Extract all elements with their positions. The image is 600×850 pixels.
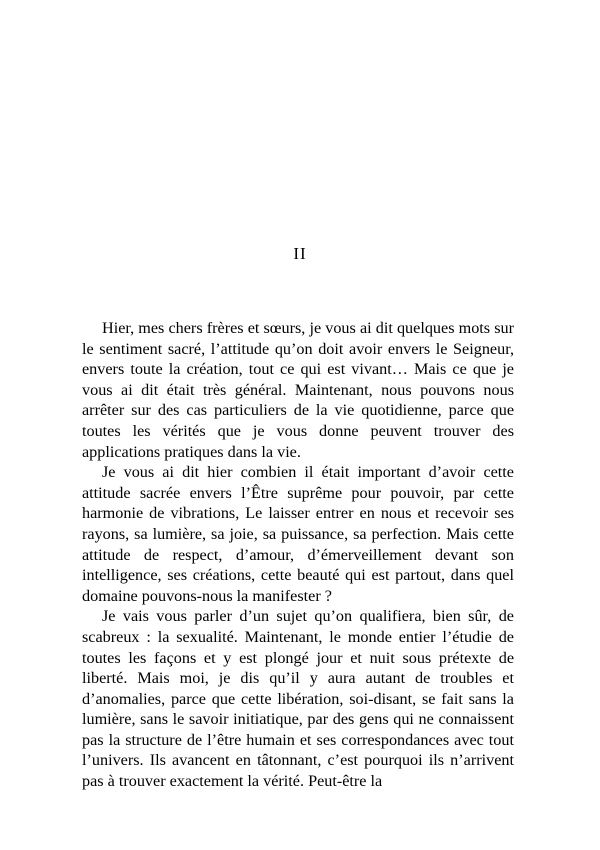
paragraph-1: Hier, mes chers frères et sœurs, je vous ai dit quelques mots sur le sentiment sacré, l’attitude qu’on doit avoir envers le Seigneur, envers toute la création, tout ce qui est vivant… Mais ce que je vous ai dit était très général. Maintenant, nous pouvons nous arrêter sur des cas particuliers de la vie quotidienne, parce que toutes les vérités que je vous donne peuvent trouver des applications pratiques dans la vie. — [82, 319, 514, 461]
paragraph-3: Je vais vous parler d’un sujet qu’on qualifiera, bien sûr, de scabreux : la sexualité. Maintenant, le monde entier l’étudie de toutes les façons et y est plongé jour et nuit sous prétexte de liberté. Mais moi, je dis qu’il y aura autant de troubles et d’anomalies, parce que cette libération, soi-disant, se fait sans la lumière, sans le savoir initiatique, par des gens qui ne connaissent pas la structure de l’être humain et ses correspondances avec tout l’univers. Ils avancent en tâtonnant, c’est pourquoi ils n’arrivent pas à trouver exactement la vérité. Peut-être la — [82, 607, 514, 791]
chapter-body — [82, 318, 514, 792]
chapter-number: II — [293, 244, 307, 263]
paragraph-2: Je vous ai dit hier combien il était important d’avoir cette attitude sacrée envers l’Être suprême pour pouvoir, par cette harmonie de vibrations, Le laisser entrer en nous et recevoir ses rayons, sa lumière, sa joie, sa puissance, sa perfection. Mais cette attitude de respect, d’amour, d’émerveillement devant son intelligence, ses créations, cette beauté qui est partout, dans quel domaine pouvons-nous la manifester ? — [82, 463, 514, 605]
